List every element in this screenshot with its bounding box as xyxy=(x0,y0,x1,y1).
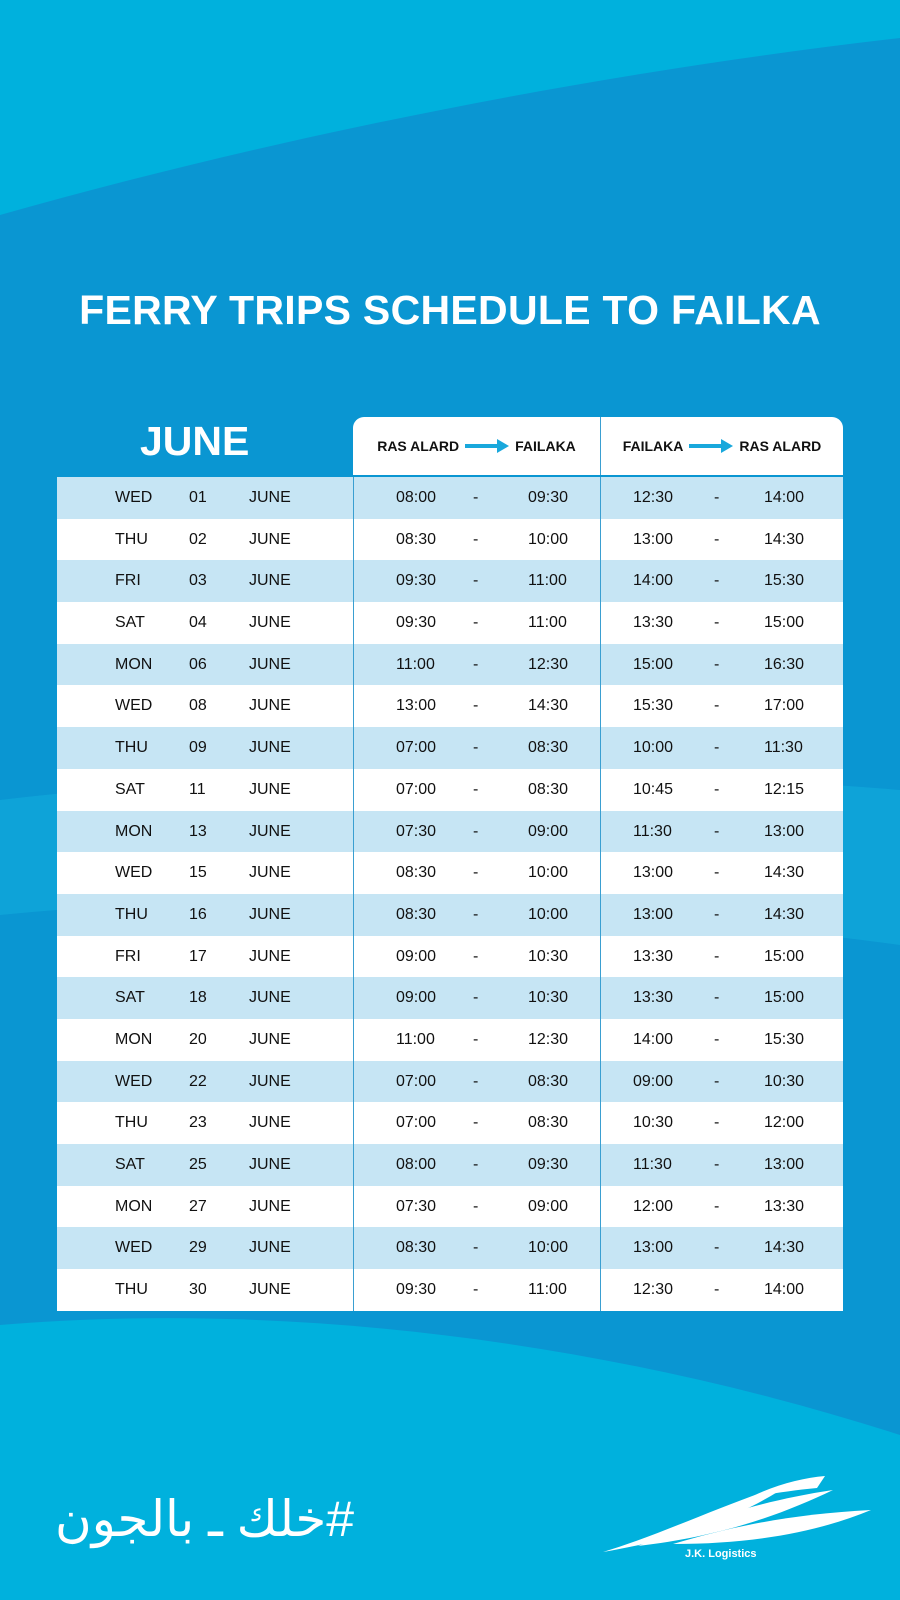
outbound-departure: 07:00 xyxy=(396,739,437,757)
outbound-departure: 08:30 xyxy=(396,1239,437,1257)
time-separator: - xyxy=(473,1239,479,1257)
outbound-arrival: 10:00 xyxy=(528,1239,569,1257)
date-cell: 22 xyxy=(189,1072,207,1090)
time-separator: - xyxy=(714,989,720,1007)
column-divider xyxy=(600,477,601,1311)
day-cell: MON xyxy=(115,1197,153,1215)
time-separator: - xyxy=(714,572,720,590)
inbound-departure: 13:00 xyxy=(633,1239,674,1257)
outbound-arrival: 09:30 xyxy=(528,489,569,506)
table-row xyxy=(57,1019,843,1061)
month-cell: JUNE xyxy=(249,1239,291,1257)
outbound-arrival: 11:00 xyxy=(528,1281,567,1299)
inbound-arrival: 15:30 xyxy=(764,572,805,590)
day-cell: THU xyxy=(115,530,148,548)
day-cell: SAT xyxy=(115,614,145,632)
time-separator: - xyxy=(714,1114,720,1132)
route-header xyxy=(353,417,843,475)
time-separator: - xyxy=(473,864,479,882)
inbound-arrival: 14:30 xyxy=(764,1239,805,1257)
month-cell: JUNE xyxy=(249,989,291,1007)
month-cell: JUNE xyxy=(249,947,291,965)
outbound-arrival: 10:00 xyxy=(528,530,569,548)
table-row xyxy=(57,1269,843,1311)
time-separator: - xyxy=(473,1114,479,1132)
time-separator: - xyxy=(473,822,479,840)
time-separator: - xyxy=(473,697,479,715)
day-cell: WED xyxy=(115,489,153,506)
inbound-departure: 12:30 xyxy=(633,489,674,506)
table-row xyxy=(57,727,843,769)
table-row xyxy=(57,1227,843,1269)
time-separator: - xyxy=(714,1197,720,1215)
date-cell: 18 xyxy=(189,989,207,1007)
time-separator: - xyxy=(714,947,720,965)
column-divider xyxy=(353,477,354,1311)
day-cell: SAT xyxy=(115,989,145,1007)
inbound-departure: 14:00 xyxy=(633,1030,674,1048)
time-separator: - xyxy=(473,947,479,965)
time-separator: - xyxy=(473,905,479,923)
logo-text: J.K. Logistics xyxy=(685,1548,757,1560)
outbound-departure: 08:30 xyxy=(396,530,437,548)
inbound-arrival: 14:00 xyxy=(764,489,805,506)
day-cell: THU xyxy=(115,905,148,923)
inbound-departure: 12:30 xyxy=(633,1281,674,1299)
table-row xyxy=(57,477,843,519)
time-separator: - xyxy=(473,1030,479,1048)
time-separator: - xyxy=(473,780,479,798)
outbound-arrival: 10:30 xyxy=(528,947,569,965)
outbound-arrival: 08:30 xyxy=(528,780,569,798)
time-separator: - xyxy=(473,614,479,632)
schedule-table xyxy=(57,477,843,1311)
time-separator: - xyxy=(473,1281,479,1299)
outbound-departure: 09:30 xyxy=(396,572,437,590)
time-separator: - xyxy=(473,572,479,590)
inbound-departure: 13:00 xyxy=(633,864,674,882)
date-cell: 02 xyxy=(189,530,207,548)
day-cell: FRI xyxy=(115,572,141,590)
date-cell: 20 xyxy=(189,1030,207,1048)
hashtag-text: #خلك ـ بالجون xyxy=(55,1491,355,1547)
day-cell: SAT xyxy=(115,780,145,798)
table-row xyxy=(57,685,843,727)
date-cell: 27 xyxy=(189,1197,207,1215)
table-row xyxy=(57,644,843,686)
month-cell: JUNE xyxy=(249,489,291,506)
time-separator: - xyxy=(714,489,720,506)
day-cell: WED xyxy=(115,697,153,715)
inbound-arrival: 13:00 xyxy=(764,822,805,840)
arrow-right-icon xyxy=(689,439,733,453)
month-cell: JUNE xyxy=(249,905,291,923)
outbound-arrival: 10:00 xyxy=(528,905,569,923)
outbound-departure: 07:30 xyxy=(396,1197,437,1215)
date-cell: 09 xyxy=(189,739,207,757)
inbound-arrival: 15:00 xyxy=(764,614,805,632)
table-row xyxy=(57,1102,843,1144)
month-cell: JUNE xyxy=(249,822,291,840)
inbound-departure: 11:30 xyxy=(633,822,672,840)
outbound-arrival: 08:30 xyxy=(528,1114,569,1132)
outbound-arrival: 10:30 xyxy=(528,989,569,1007)
table-row xyxy=(57,519,843,561)
table-row xyxy=(57,811,843,853)
outbound-route-header xyxy=(353,417,600,475)
inbound-arrival: 15:00 xyxy=(764,989,805,1007)
outbound-departure: 08:00 xyxy=(396,1156,437,1173)
outbound-from: RAS ALARD xyxy=(377,438,460,454)
boat-logo-icon xyxy=(603,1474,871,1584)
month-cell: JUNE xyxy=(249,1197,291,1215)
outbound-arrival: 14:30 xyxy=(528,697,569,715)
day-cell: SAT xyxy=(115,1156,145,1173)
date-cell: 01 xyxy=(189,489,207,506)
time-separator: - xyxy=(714,1156,720,1173)
inbound-arrival: 10:30 xyxy=(764,1072,805,1090)
inbound-departure: 15:00 xyxy=(633,655,674,673)
outbound-arrival: 12:30 xyxy=(528,655,569,673)
month-cell: JUNE xyxy=(249,572,291,590)
table-row xyxy=(57,769,843,811)
outbound-departure: 07:00 xyxy=(396,780,437,798)
month-cell: JUNE xyxy=(249,1281,291,1299)
inbound-departure: 12:00 xyxy=(633,1197,674,1215)
inbound-departure: 10:45 xyxy=(633,780,674,798)
time-separator: - xyxy=(714,1239,720,1257)
inbound-departure: 13:30 xyxy=(633,614,674,632)
outbound-arrival: 09:00 xyxy=(528,1197,569,1215)
date-cell: 16 xyxy=(189,905,207,923)
outbound-departure: 07:30 xyxy=(396,822,437,840)
outbound-arrival: 10:00 xyxy=(528,864,569,882)
day-cell: THU xyxy=(115,1114,148,1132)
table-row xyxy=(57,1186,843,1228)
outbound-to: FAILAKA xyxy=(515,438,576,454)
day-cell: MON xyxy=(115,655,153,673)
outbound-arrival: 12:30 xyxy=(528,1030,569,1048)
day-cell: FRI xyxy=(115,947,141,965)
inbound-arrival: 12:15 xyxy=(764,780,805,798)
time-separator: - xyxy=(714,530,720,548)
day-cell: MON xyxy=(115,822,153,840)
inbound-arrival: 14:30 xyxy=(764,905,805,923)
time-separator: - xyxy=(473,530,479,548)
table-row xyxy=(57,1061,843,1103)
page-title: FERRY TRIPS SCHEDULE TO FAILKA xyxy=(79,287,821,333)
outbound-arrival: 11:00 xyxy=(528,572,567,590)
outbound-departure: 08:00 xyxy=(396,489,437,506)
table-row xyxy=(57,1144,843,1186)
outbound-departure: 08:30 xyxy=(396,905,437,923)
time-separator: - xyxy=(714,822,720,840)
time-separator: - xyxy=(473,1197,479,1215)
date-cell: 06 xyxy=(189,655,207,673)
outbound-departure: 07:00 xyxy=(396,1072,437,1090)
month-cell: JUNE xyxy=(249,655,291,673)
time-separator: - xyxy=(714,739,720,757)
date-cell: 15 xyxy=(189,864,207,882)
date-cell: 13 xyxy=(189,822,207,840)
date-cell: 23 xyxy=(189,1114,207,1132)
outbound-departure: 08:30 xyxy=(396,864,437,882)
date-cell: 11 xyxy=(189,780,206,798)
outbound-arrival: 08:30 xyxy=(528,1072,569,1090)
outbound-arrival: 11:00 xyxy=(528,614,567,632)
time-separator: - xyxy=(714,864,720,882)
date-cell: 04 xyxy=(189,614,207,632)
time-separator: - xyxy=(473,739,479,757)
month-cell: JUNE xyxy=(249,739,291,757)
inbound-to: RAS ALARD xyxy=(739,438,822,454)
inbound-arrival: 15:00 xyxy=(764,947,805,965)
month-cell: JUNE xyxy=(249,864,291,882)
inbound-arrival: 13:30 xyxy=(764,1197,805,1215)
outbound-arrival: 09:00 xyxy=(528,822,569,840)
inbound-departure: 13:00 xyxy=(633,905,674,923)
inbound-arrival: 15:30 xyxy=(764,1030,805,1048)
inbound-arrival: 14:30 xyxy=(764,864,805,882)
day-cell: THU xyxy=(115,739,148,757)
time-separator: - xyxy=(714,655,720,673)
outbound-departure: 07:00 xyxy=(396,1114,437,1132)
month-cell: JUNE xyxy=(249,780,291,798)
inbound-departure: 09:00 xyxy=(633,1072,674,1090)
time-separator: - xyxy=(714,1072,720,1090)
time-separator: - xyxy=(714,614,720,632)
month-cell: JUNE xyxy=(249,530,291,548)
time-separator: - xyxy=(714,905,720,923)
date-cell: 30 xyxy=(189,1281,207,1299)
inbound-from: FAILAKA xyxy=(622,438,684,454)
time-separator: - xyxy=(714,1281,720,1299)
inbound-departure: 10:00 xyxy=(633,739,674,757)
time-separator: - xyxy=(473,489,479,506)
outbound-departure: 11:00 xyxy=(396,655,435,673)
inbound-departure: 11:30 xyxy=(633,1156,672,1173)
inbound-arrival: 17:00 xyxy=(764,697,805,715)
table-row xyxy=(57,852,843,894)
inbound-arrival: 14:00 xyxy=(764,1281,805,1299)
outbound-departure: 11:00 xyxy=(396,1030,435,1048)
outbound-arrival: 08:30 xyxy=(528,739,569,757)
day-cell: WED xyxy=(115,864,153,882)
date-cell: 08 xyxy=(189,697,207,715)
inbound-departure: 13:30 xyxy=(633,989,674,1007)
outbound-departure: 09:00 xyxy=(396,947,437,965)
table-row xyxy=(57,560,843,602)
time-separator: - xyxy=(714,1030,720,1048)
inbound-arrival: 16:30 xyxy=(764,655,805,673)
date-cell: 03 xyxy=(189,572,207,590)
time-separator: - xyxy=(473,989,479,1007)
month-cell: JUNE xyxy=(249,1072,291,1090)
outbound-departure: 09:30 xyxy=(396,614,437,632)
inbound-arrival: 11:30 xyxy=(764,739,803,757)
inbound-arrival: 13:00 xyxy=(764,1156,805,1173)
inbound-route-header xyxy=(601,417,843,475)
outbound-arrival: 09:30 xyxy=(528,1156,569,1173)
month-heading: JUNE xyxy=(140,418,250,464)
date-cell: 25 xyxy=(189,1156,207,1173)
outbound-departure: 09:00 xyxy=(396,989,437,1007)
date-cell: 17 xyxy=(189,947,207,965)
arrow-right-icon xyxy=(465,439,509,453)
inbound-arrival: 14:30 xyxy=(764,530,805,548)
time-separator: - xyxy=(473,655,479,673)
table-row xyxy=(57,977,843,1019)
outbound-departure: 09:30 xyxy=(396,1281,437,1299)
day-cell: WED xyxy=(115,1239,153,1257)
outbound-departure: 13:00 xyxy=(396,697,437,715)
day-cell: MON xyxy=(115,1030,153,1048)
day-cell: WED xyxy=(115,1072,153,1090)
table-row xyxy=(57,894,843,936)
month-cell: JUNE xyxy=(249,1114,291,1132)
month-cell: JUNE xyxy=(249,697,291,715)
time-separator: - xyxy=(714,780,720,798)
day-cell: THU xyxy=(115,1281,148,1299)
inbound-arrival: 12:00 xyxy=(764,1114,805,1132)
date-cell: 29 xyxy=(189,1239,207,1257)
month-cell: JUNE xyxy=(249,614,291,632)
time-separator: - xyxy=(473,1156,479,1173)
inbound-departure: 14:00 xyxy=(633,572,674,590)
time-separator: - xyxy=(714,697,720,715)
month-cell: JUNE xyxy=(249,1030,291,1048)
inbound-departure: 13:00 xyxy=(633,530,674,548)
time-separator: - xyxy=(473,1072,479,1090)
month-cell: JUNE xyxy=(249,1156,291,1173)
table-row xyxy=(57,602,843,644)
inbound-departure: 13:30 xyxy=(633,947,674,965)
inbound-departure: 15:30 xyxy=(633,697,674,715)
table-row xyxy=(57,936,843,978)
inbound-departure: 10:30 xyxy=(633,1114,674,1132)
